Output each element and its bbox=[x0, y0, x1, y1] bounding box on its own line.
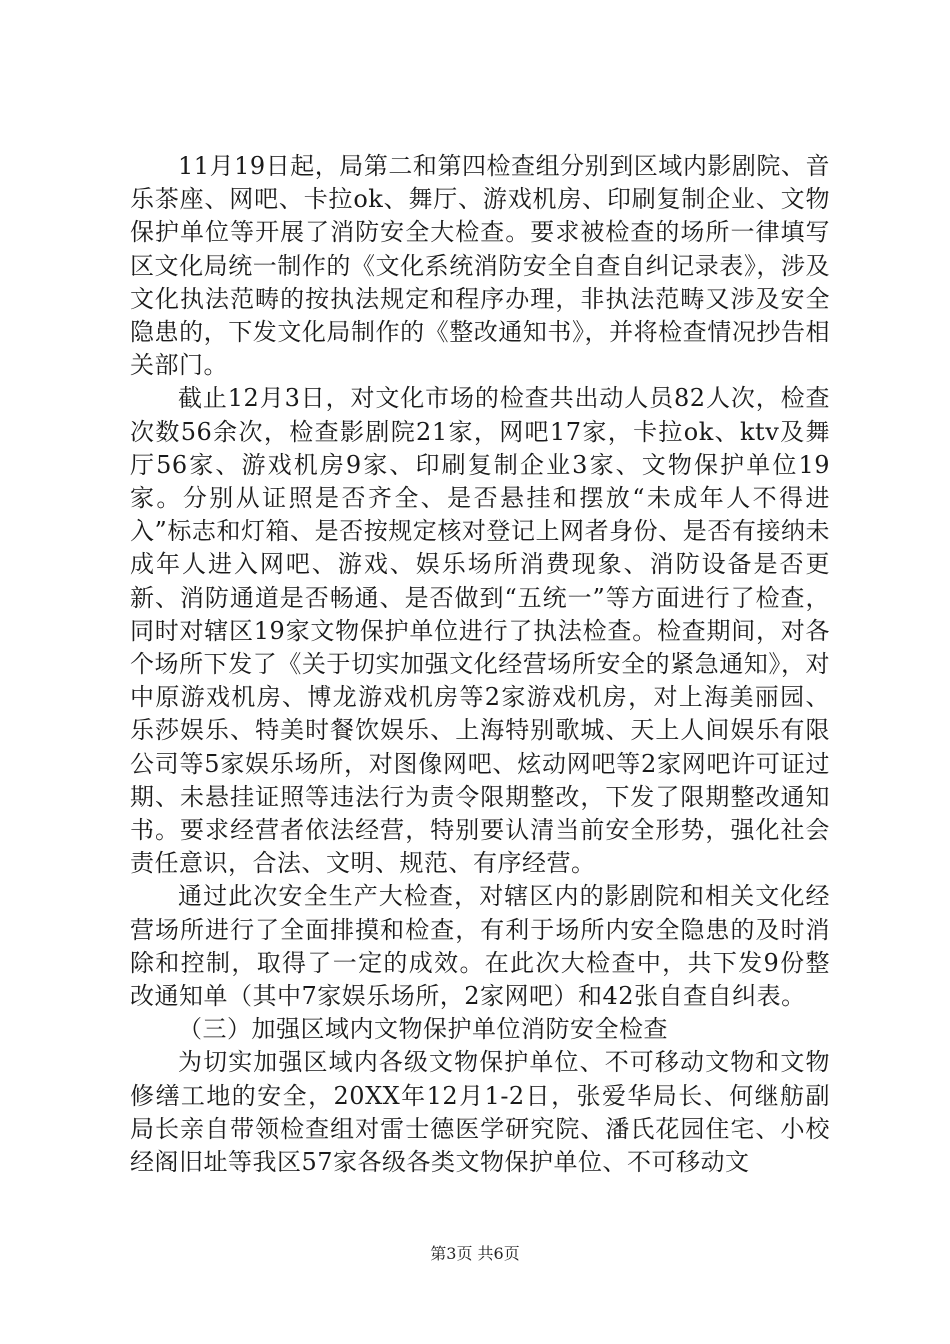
paragraph-cultural-relics: 为切实加强区域内各级文物保护单位、不可移动文物和文物修缮工地的安全，20XX年12月1-2日，张爱华局长、何继舫副局长亲自带领检查组对雷士德医学研究院、潘氏花园住宅、小校经阁旧址等我区57家各级各类文物保护单位、不可移动文 bbox=[130, 1048, 830, 1177]
document-body bbox=[130, 150, 830, 1179]
page-footer: 第3页 共6页 bbox=[430, 1244, 520, 1263]
section-heading: （三）加强区域内文物保护单位消防安全检查 bbox=[178, 1015, 668, 1044]
paragraph-inspection-results: 通过此次安全生产大检查，对辖区内的影剧院和相关文化经营场所进行了全面排摸和检查，有利于场所内安全隐患的及时消除和控制，取得了一定的成效。在此次大检查中，共下发9份整改通知单（其中7家娱乐场所，2家网吧）和42张自查自纠表。 bbox=[130, 882, 830, 1011]
paragraph-inspection-stats: 截止12月3日，对文化市场的检查共出动人员82人次，检查次数56余次，检查影剧院21家，网吧17家，卡拉ok、ktv及舞厅56家、游戏机房9家、印刷复制企业3家、文物保护单位19家。分别从证照是否齐全、是否悬挂和摆放“未成年人不得进入”标志和灯箱、是否按规定核对登记上网者身份、是否有接纳未成年人进入网吧、游戏、娱乐场所消费现象、消防设备是否更新、消防通道是否畅通、是否做到“五统一”等方面进行了检查，同时对辖区19家文物保护单位进行了执法检查。检查期间，对各个场所下发了《关于切实加强文化经营场所安全的紧急通知》，对中原游戏机房、博龙游戏机房等2家游戏机房，对上海美丽园、乐莎娱乐、特美时餐饮娱乐、上海特别歌城、天上人间娱乐有限公司等5家娱乐场所，对图像网吧、炫动网吧等2家网吧许可证过期、未悬挂证照等违法行为责令限期整改，下发了限期整改通知书。要求经营者依法经营，特别要认清当前安全形势，强化社会责任意识，合法、文明、规范、有序经营。 bbox=[130, 384, 830, 878]
paragraph-inspection-start: 11月19日起，局第二和第四检查组分别到区域内影剧院、音乐茶座、网吧、卡拉ok、舞厅、游戏机房、印刷复制企业、文物保护单位等开展了消防安全大检查。要求被检查的场所一律填写区文化局统一制作的《文化系统消防安全自查自纠记录表》，涉及文化执法范畴的按执法规定和程序办理，非执法范畴又涉及安全隐患的，下发文化局制作的《整改通知书》，并将检查情况抄告相关部门。 bbox=[130, 152, 830, 380]
